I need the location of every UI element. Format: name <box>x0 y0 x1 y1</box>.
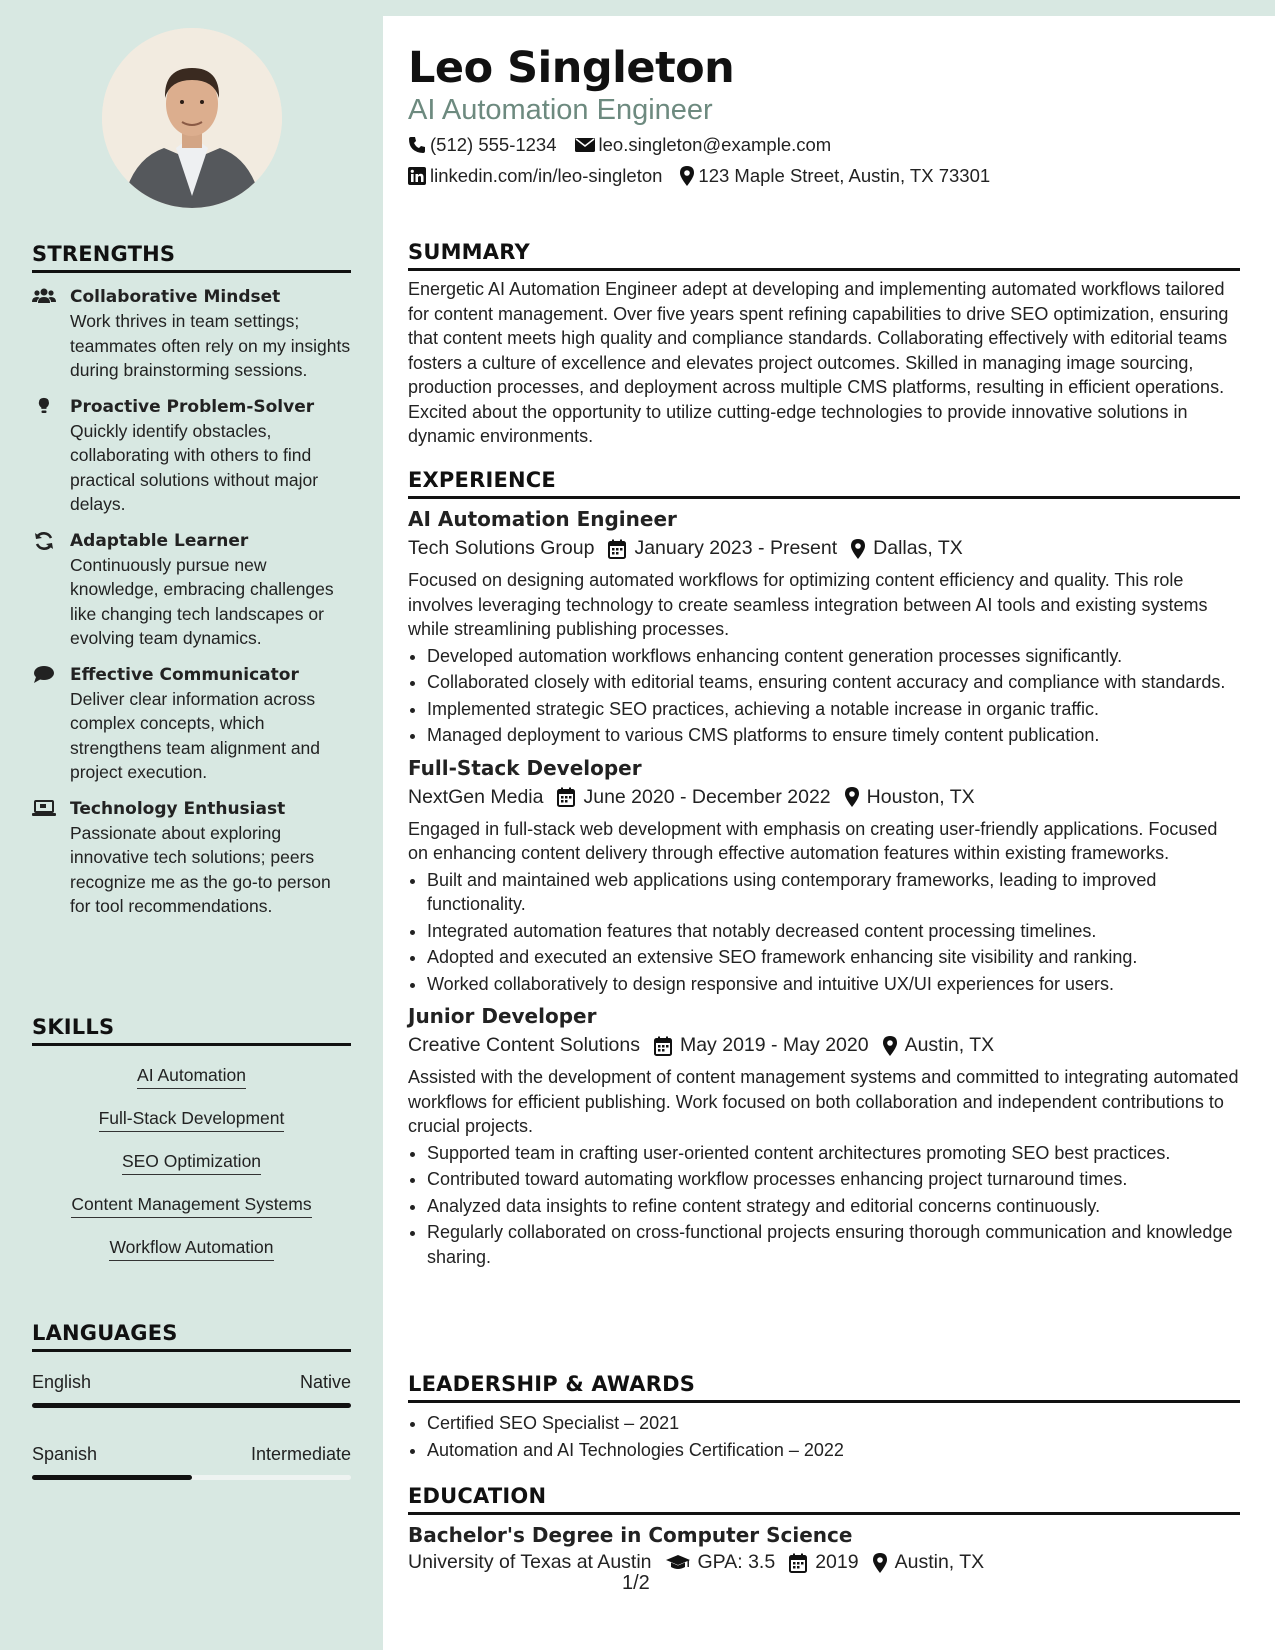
language-bar-fill <box>32 1403 351 1408</box>
lightbulb-icon <box>32 397 56 417</box>
location-pin-icon <box>851 539 865 559</box>
language-item <box>32 1444 351 1480</box>
skill-item: Content Management Systems <box>71 1192 311 1218</box>
strength-desc: Passionate about exploring innovative tech solutions; peers recognize me as the go-to person for tool recommendations. <box>70 822 331 916</box>
strength-item <box>32 663 351 785</box>
contact-row <box>408 134 849 156</box>
gpa-text: GPA: 3.5 <box>697 1551 776 1573</box>
profile-photo <box>102 28 282 208</box>
job-location: Houston, TX <box>866 785 975 808</box>
location-pin-icon <box>845 787 859 807</box>
strengths-heading: STRENGTHS <box>32 242 351 273</box>
language-bar-fill <box>32 1475 192 1480</box>
job-dates: May 2019 - May 2020 <box>679 1034 869 1056</box>
awards-heading: LEADERSHIP & AWARDS <box>408 1372 1240 1403</box>
skill-item: Workflow Automation <box>109 1235 273 1261</box>
strength-item <box>32 395 351 517</box>
job-bullet: • Analyzed data insights to refine content strategy and editorial concerns continuously. <box>427 1194 1240 1219</box>
job-title: Junior Developer <box>408 1004 597 1028</box>
strength-title: Collaborative Mindset <box>70 287 281 307</box>
job-location: Austin, TX <box>904 1034 995 1056</box>
job-entry <box>408 1004 1240 1269</box>
job-entry <box>408 756 1240 997</box>
languages-section <box>32 1321 351 1480</box>
graduation-year: 2019 <box>815 1551 859 1573</box>
language-name: Spanish <box>32 1444 98 1464</box>
candidate-role: AI Automation Engineer <box>408 94 713 126</box>
skills-heading: SKILLS <box>32 1015 351 1046</box>
strength-desc: Deliver clear information across complex concepts, which strengthens team alignment and project execution. <box>70 688 321 782</box>
award-item: • Automation and AI Technologies Certification – 2022 <box>427 1438 1240 1463</box>
phone-number[interactable]: (512) 555-1234 <box>430 134 557 155</box>
languages-heading: LANGUAGES <box>32 1321 351 1352</box>
strength-title: Adaptable Learner <box>70 530 249 551</box>
job-bullet: • Contributed toward automating workflow processes enhancing project turnaround times. <box>427 1167 1240 1192</box>
job-bullet: • Integrated automation features that notably decreased content processing timelines. <box>427 919 1240 944</box>
awards-section <box>408 1372 1240 1464</box>
job-title: Full-Stack Developer <box>408 755 642 780</box>
skill-item: AI Automation <box>137 1063 246 1089</box>
laptop-icon <box>32 799 56 819</box>
strength-item <box>32 285 351 383</box>
calendar-icon <box>654 1036 672 1056</box>
job-location: Dallas, TX <box>873 537 963 559</box>
job-dates: January 2023 - Present <box>634 537 838 559</box>
job-bullets <box>408 1141 1240 1270</box>
job-bullet: • Developed automation workflows enhancing content generation processes significantly. <box>427 644 1240 669</box>
page-number: 1/2 <box>622 1572 650 1594</box>
education-heading: EDUCATION <box>408 1484 1240 1515</box>
main-content <box>383 16 1275 1650</box>
job-bullet: • Managed deployment to various CMS platforms to ensure timely content publication. <box>427 723 1240 748</box>
location-pin-icon <box>873 1553 887 1573</box>
job-description: Assisted with the development of content management systems and committed to integrating automated workflows for efficient publishing. Work focused on both collaboration and independent contributions to crucial projects. <box>408 1067 1239 1136</box>
email-link[interactable]: leo.singleton@example.com <box>598 134 832 155</box>
calendar-icon <box>789 1553 807 1573</box>
graduation-cap-icon <box>666 1554 690 1572</box>
strength-item <box>32 797 351 919</box>
awards-list <box>408 1411 1240 1462</box>
strength-item <box>32 529 351 651</box>
phone-icon <box>408 136 426 154</box>
strength-title: Technology Enthusiast <box>70 798 286 819</box>
location-pin-icon <box>680 166 694 186</box>
sidebar <box>0 0 383 1650</box>
skill-item: Full-Stack Development <box>99 1106 285 1132</box>
job-description: Focused on designing automated workflows for optimizing content efficiency and quality. This role involves leveraging technology to create seamless integration between AI tools and existing systems while streamlining publishing processes. <box>408 570 1208 639</box>
calendar-icon <box>557 787 575 807</box>
job-bullet: • Worked collaboratively to design responsive and intuitive UX/UI experiences for users. <box>427 972 1240 997</box>
job-bullet: • Built and maintained web applications using contemporary frameworks, leading to improved functionality. <box>427 868 1240 917</box>
education-section <box>408 1484 1240 1574</box>
job-bullet: • Collaborated closely with editorial teams, ensuring content accuracy and compliance with standards. <box>427 670 1240 695</box>
language-name: English <box>32 1372 92 1392</box>
strength-title: Effective Communicator <box>70 664 299 685</box>
job-bullets <box>408 644 1240 748</box>
language-level: Native <box>299 1372 351 1392</box>
users-icon <box>32 287 56 307</box>
job-bullet: • Supported team in crafting user-oriented content architectures promoting SEO best practices. <box>427 1141 1240 1166</box>
job-bullet: • Regularly collaborated on cross-functional projects ensuring thorough communication and knowledge sharing. <box>427 1220 1240 1269</box>
skills-section <box>32 1015 351 1261</box>
language-bar <box>32 1403 351 1408</box>
skill-item: SEO Optimization <box>122 1149 261 1175</box>
job-company: NextGen Media <box>408 785 544 808</box>
strength-title: Proactive Problem-Solver <box>70 396 315 417</box>
strength-desc: Quickly identify obstacles, collaborating with others to find practical solutions without major delays. <box>70 420 319 514</box>
summary-heading: SUMMARY <box>408 240 1240 271</box>
linkedin-link[interactable]: linkedin.com/in/leo-singleton <box>430 165 663 186</box>
strength-desc: Continuously pursue new knowledge, embracing challenges like changing tech landscapes or evolving team dynamics. <box>70 554 334 648</box>
language-item <box>32 1372 351 1408</box>
strengths-section <box>32 242 351 919</box>
sync-icon <box>32 531 56 551</box>
strength-desc: Work thrives in team settings; teammates often rely on my insights during brainstorming sessions. <box>70 311 351 380</box>
award-item: • Certified SEO Specialist – 2021 <box>427 1411 1240 1436</box>
summary-text: Energetic AI Automation Engineer adept at developing and implementing automated workflows tailored for content management. Over five years spent refining capabilities to drive SEO optimization, ensuring that content meets high quality and compliance standards. Collaborating effectively with editorial teams fosters a culture of excellence and elevates project outcomes. Skilled in managing image sourcing, production processes, and deployment across multiple CMS platforms, resulting in efficient operations. Excited about the opportunity to utilize cutting-edge technologies to provide innovative solutions in dynamic environments. <box>408 279 1229 446</box>
location-pin-icon <box>883 1036 897 1056</box>
job-entry <box>408 507 1240 748</box>
job-dates: June 2020 - December 2022 <box>583 785 831 808</box>
job-bullets <box>408 868 1240 997</box>
job-bullet: • Implemented strategic SEO practices, achieving a notable increase in organic traffic. <box>427 697 1240 722</box>
envelope-icon <box>575 137 595 153</box>
job-bullet: • Adopted and executed an extensive SEO framework enhancing site visibility and ranking. <box>427 945 1240 970</box>
job-description: Engaged in full-stack web development with emphasis on creating user-friendly applications. Focused on enhancing content delivery through effective automation features within existing frameworks. <box>408 818 1218 863</box>
language-bar <box>32 1475 351 1480</box>
experience-heading: EXPERIENCE <box>408 468 1240 499</box>
experience-section <box>408 468 1240 1271</box>
degree-title: Bachelor's Degree in Computer Science <box>408 1523 853 1547</box>
address-text: 123 Maple Street, Austin, TX 73301 <box>698 165 991 186</box>
job-company: Tech Solutions Group <box>408 537 595 559</box>
linkedin-icon <box>408 167 426 185</box>
summary-section <box>408 240 1240 449</box>
school-name: University of Texas at Austin <box>408 1551 652 1573</box>
job-company: Creative Content Solutions <box>408 1034 640 1056</box>
comment-icon <box>32 665 56 685</box>
calendar-icon <box>608 539 626 559</box>
school-location: Austin, TX <box>894 1551 985 1573</box>
language-level: Intermediate <box>250 1444 351 1464</box>
candidate-name: Leo Singleton <box>408 43 735 93</box>
job-title: AI Automation Engineer <box>408 507 677 531</box>
contact-row <box>408 165 1008 187</box>
